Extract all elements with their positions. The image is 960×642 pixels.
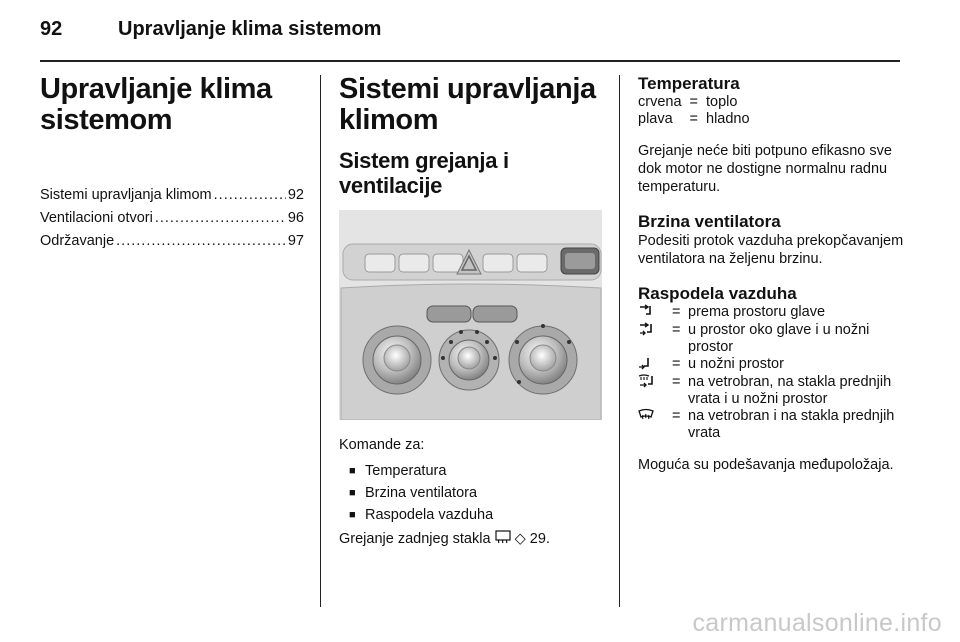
temperature-heading: Temperatura — [638, 74, 740, 93]
table-row: plava = hladno — [638, 111, 750, 127]
air-to-head-icon — [638, 304, 672, 322]
air-to-head-and-feet-icon — [638, 322, 672, 356]
running-title: Upravljanje klima sistemom — [118, 18, 382, 40]
air-distribution-list — [638, 304, 906, 442]
temperature-note: Grejanje neće biti potpuno efikasno sve dok motor ne dostigne normalnu radnu temperaturu. — [638, 143, 892, 195]
list-item: = u prostor oko glave i u nožni prostor — [638, 322, 906, 356]
chapter-title: Upravljanje klima sistemom — [40, 73, 272, 136]
climate-panel-drawing — [339, 210, 602, 420]
reference-page-link[interactable]: 29. — [529, 531, 550, 547]
column-divider — [619, 75, 620, 607]
list-item: ■ Raspodela vazduha — [349, 507, 494, 523]
climate-control-panel-illustration — [339, 210, 602, 420]
air-distribution-heading: Raspodela vazduha — [638, 284, 797, 303]
fan-speed-text: Podesiti protok vazduha prekopčavanjem ventilatora na željenu brzinu. — [638, 233, 904, 267]
table-row: crvena = toplo — [638, 94, 738, 110]
temperature-legend — [638, 94, 750, 128]
column-intro — [339, 74, 605, 548]
list-item: = u nožni prostor — [638, 356, 906, 374]
controls-intro: Komande za: — [339, 437, 425, 453]
air-to-feet-icon — [638, 356, 672, 374]
windscreen-defrost-icon — [638, 408, 672, 442]
reference-arrow-icon: ◇ — [514, 531, 526, 547]
page-number: 92 — [40, 18, 63, 40]
air-to-windscreen-and-feet-icon — [638, 374, 672, 408]
header-rule — [40, 60, 900, 62]
list-item: = prema prostoru glave — [638, 304, 906, 322]
fan-speed-heading: Brzina ventilatora — [638, 212, 781, 231]
rear-window-heating-icon — [495, 530, 511, 544]
controls-list — [339, 460, 605, 526]
subsection-title: Sistem grejanja i ventilacije — [339, 148, 509, 198]
toc-entry[interactable]: Održavanje ..... 97 — [40, 230, 304, 253]
toc-entry[interactable]: Sistemi upravljanja klimom ..... 92 — [40, 184, 304, 207]
list-item: ■ Temperatura — [349, 463, 447, 479]
rear-heating-reference: Grejanje zadnjeg stakla ◇ 29. — [339, 531, 550, 547]
list-item: = na vetrobran, na stakla prednjih vrata i u nožni prostor — [638, 374, 906, 408]
list-item: = na vetrobran i na stakla prednjih vrata — [638, 408, 906, 442]
page-header — [40, 18, 920, 54]
column-toc — [40, 74, 304, 253]
list-item: ■ Brzina ventilatora — [349, 485, 478, 501]
column-divider — [320, 75, 321, 607]
watermark: carmanualsonline.info — [692, 609, 942, 637]
intermediate-settings-note: Moguća su podešavanja međupoložaja. — [638, 457, 894, 473]
section-title: Sistemi upravljanja klimom — [339, 73, 596, 136]
column-details — [638, 74, 906, 474]
toc-entry[interactable]: Ventilacioni otvori ..... 96 — [40, 207, 304, 230]
table-of-contents — [40, 184, 304, 253]
